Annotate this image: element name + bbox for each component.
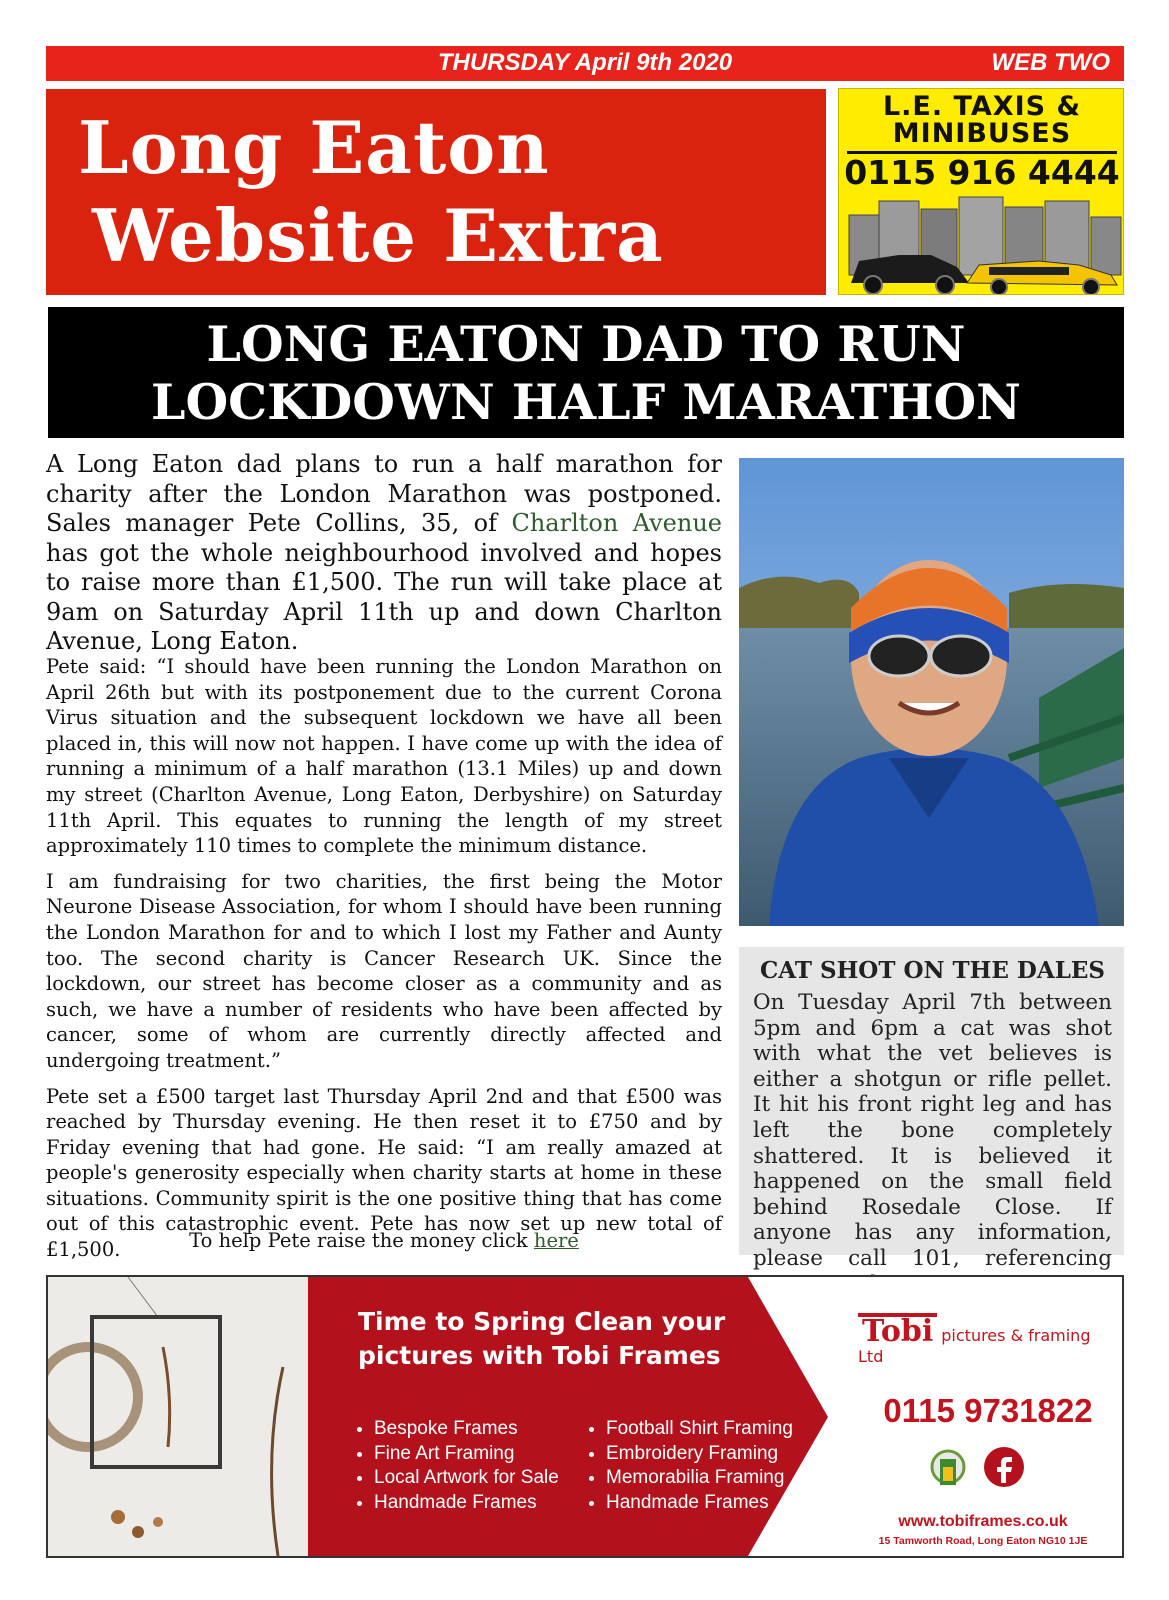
service-item: • Embroidery Framing (606, 1442, 793, 1467)
services-list-2 (588, 1417, 793, 1515)
sidebar-body: On Tuesday April 7th between 5pm and 6pm a cat was shot with what the vet believes is either a shotgun or rifle pellet. It hit his front right leg and has left the bone completely shattered. It is believed it happened on the small field behind Rosedale Close. If anyone has any information, please call 101, referencing (753, 990, 1112, 1271)
taxi-advert-phone: 0115 916 4444 (844, 153, 1120, 192)
service-item: • Handmade Frames (374, 1491, 559, 1516)
masthead (46, 89, 826, 295)
masthead-line-2: Website Extra (92, 193, 664, 278)
service-item: • Bespoke Frames (374, 1417, 559, 1442)
social-icons (928, 1447, 1038, 1499)
taxi-illustration (839, 195, 1124, 295)
tobi-website-link[interactable]: www.tobiframes.co.uk (898, 1513, 1068, 1530)
tobi-phone: 0115 9731822 (883, 1392, 1093, 1429)
award-badge-icon (932, 1451, 964, 1485)
taxi-advert-name: L.E. TAXIS & MINIBUSES (882, 91, 1082, 149)
donate-link[interactable]: here (533, 1229, 579, 1252)
article-paragraph: I am fundraising for two charities, the first being the Motor Neurone Disease Association, for whom I should have been running the London Marathon for and to which I lost my Father and Aunty too. The second charity is Cancer Research UK. Since the lockdown, our street has become closer as a community and as such, we have a number of residents who have been affected by cancer, some of whom are currently directly affected and undergoing treatment.” (46, 869, 722, 1072)
sidebar-story (739, 947, 1124, 1271)
headline-line-2: LOCKDOWN HALF MARATHON (151, 373, 1021, 431)
donate-line: To help Pete raise the money click here (189, 1229, 579, 1252)
article-body (46, 654, 722, 1273)
service-item: • Local Artwork for Sale (374, 1466, 559, 1491)
masthead-line-1: Long Eaton (78, 105, 550, 190)
headline-line-1: LONG EATON DAD TO RUN (206, 315, 966, 373)
article-paragraph: Pete set a £500 target last Thursday April 2nd and that £500 was reached by Thursday evening. He then reset it to £750 and by Friday evening that had gone. He said: “I am really amazed at people's generosity especially when charity starts at home in these situations. Community spirit is the one positive thing that has come out of this catastrophic event. Pete has now set up new total of £1,500. (46, 1084, 722, 1262)
tobi-logo: Tobi pictures & framing Ltd (858, 1314, 1091, 1366)
sidebar-title: CAT SHOT ON THE DALES (759, 957, 1106, 984)
service-item: • Handmade Frames (606, 1491, 793, 1516)
headline (48, 307, 1124, 438)
services-list-1 (356, 1417, 559, 1515)
tobi-address: 15 Tamworth Road, Long Eaton NG10 1JE (878, 1535, 1088, 1547)
service-item: • Fine Art Framing (374, 1442, 559, 1467)
article-lead: A Long Eaton dad plans to run a half marathon for charity after the London Marathon was postponed. Sales manager Pete Collins, 35, of Charlton Avenue has got the whole neighbourhood involved and hopes to raise more than £1,500. The run will take place at 9am on Saturday April 11th up and down Charlton Avenue, Long Eaton. (46, 450, 722, 655)
issue-date: THURSDAY April 9th 2020 (437, 49, 733, 76)
runner-photo (739, 458, 1124, 926)
facebook-icon (984, 1447, 1024, 1487)
service-item: • Memorabilia Framing (606, 1466, 793, 1491)
tobi-frames-advert[interactable] (46, 1275, 1124, 1558)
service-item: • Football Shirt Framing (606, 1417, 793, 1442)
advert-title: Time to Spring Clean your pictures with Tobi Frames (358, 1307, 726, 1370)
edition-label: WEB TWO (991, 49, 1110, 76)
date-bar (46, 46, 1124, 81)
frame-photo (48, 1277, 310, 1556)
taxi-advert[interactable] (838, 88, 1124, 295)
article-paragraph: Pete said: “I should have been running the London Marathon on April 26th but with its postponement due to the current Corona Virus situation and the subsequent lockdown we have all been placed in, this will now not happen. I have come up with the idea of running a minimum of a half marathon (13.1 Miles) up and down my street (Charlton Avenue, Long Eaton, Derbyshire) on Saturday 11th April. This equates to running the length of my street approximately 110 times to complete the minimum distance. (46, 655, 722, 858)
charlton-avenue-link[interactable]: Charlton Avenue (511, 509, 722, 537)
